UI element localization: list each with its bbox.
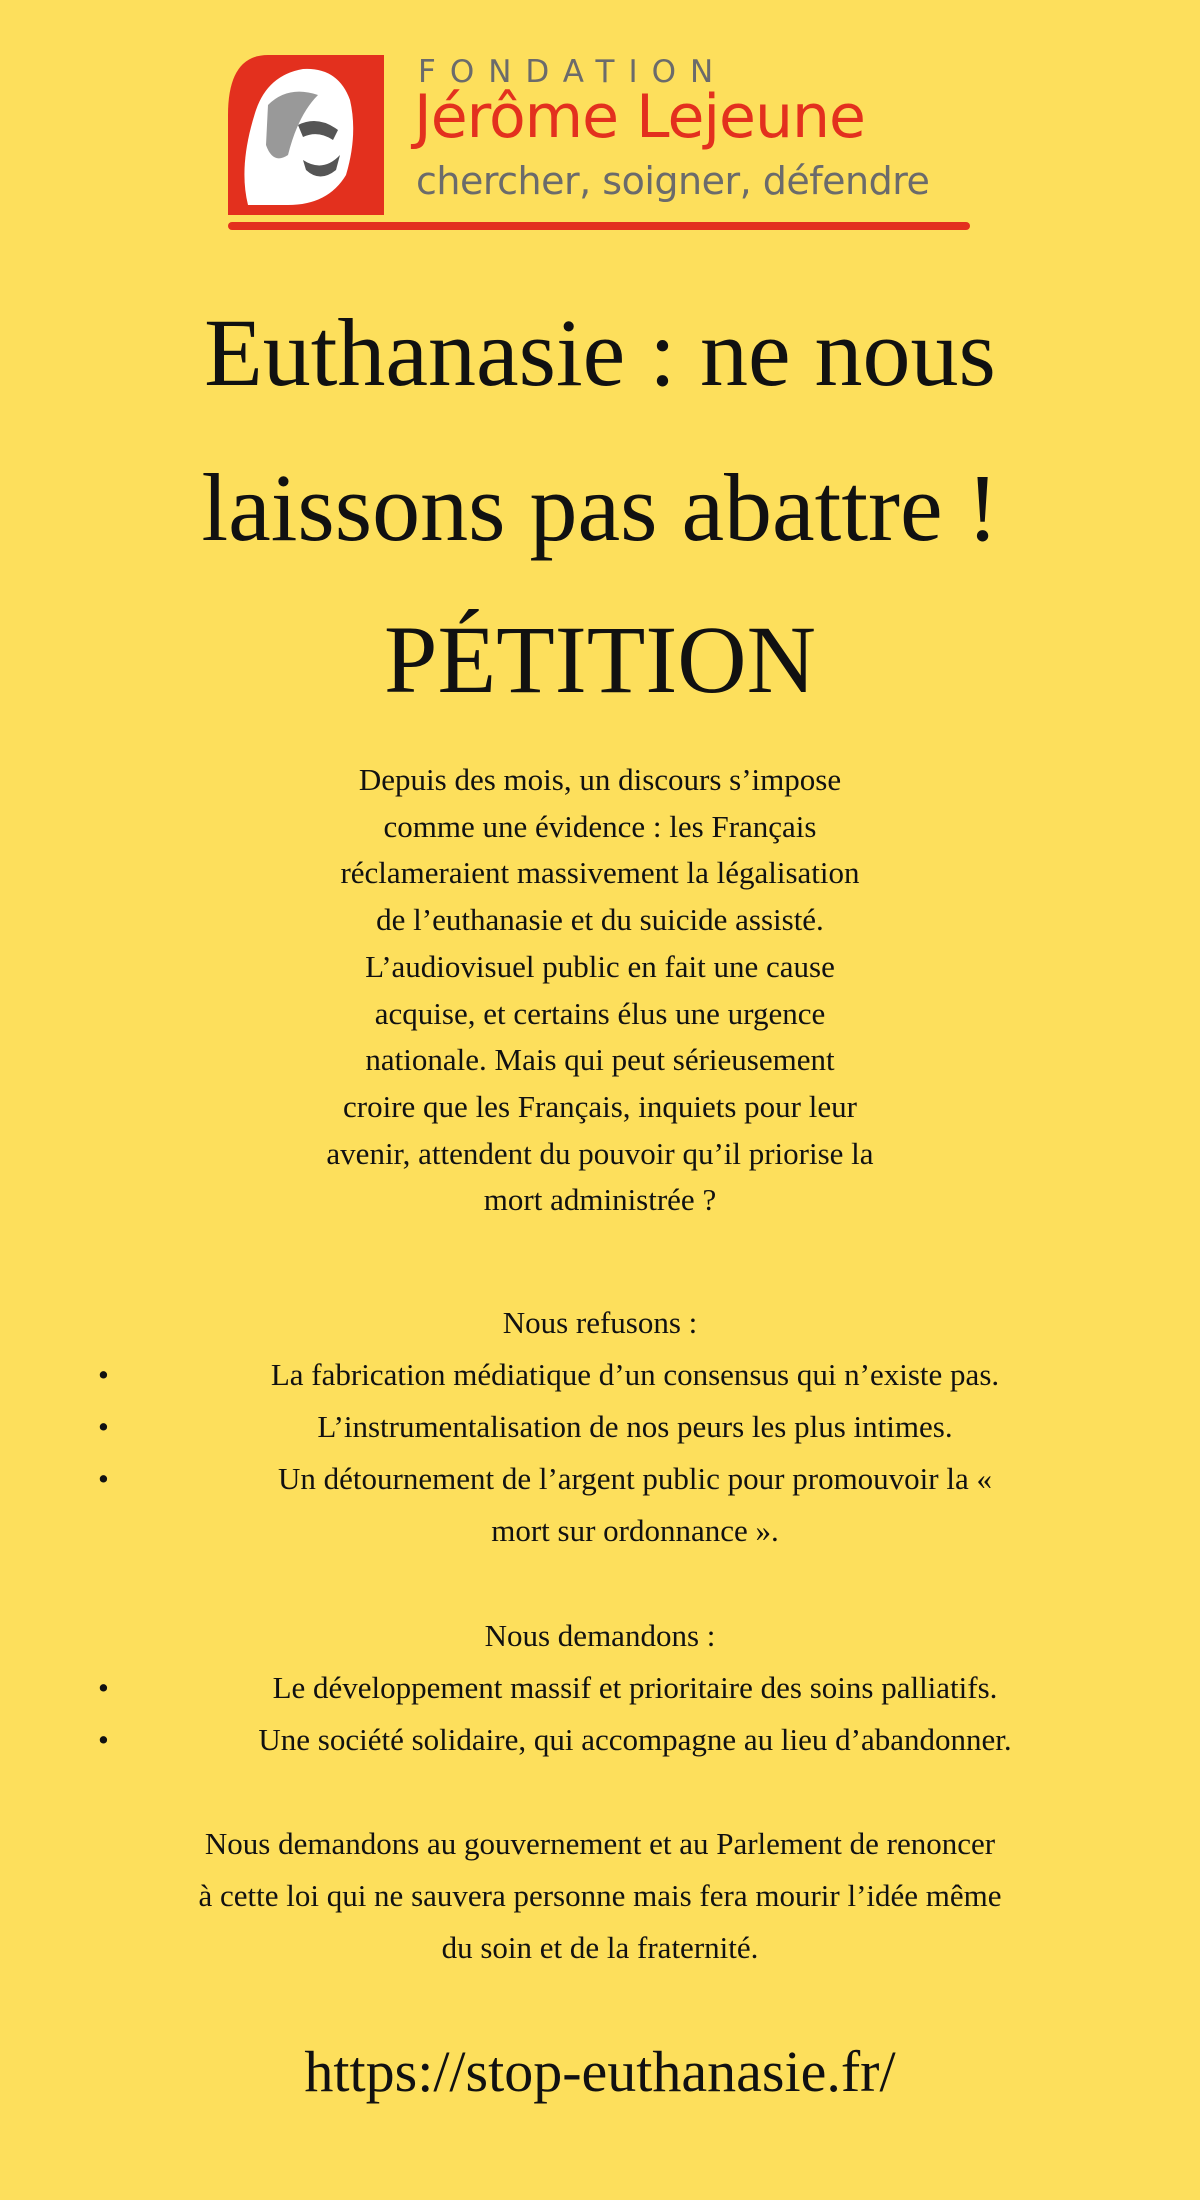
bullet-icon: • xyxy=(98,1409,109,1444)
intro-line: nationale. Mais qui peut sérieusement xyxy=(365,1042,835,1078)
logo-tagline: chercher, soigner, défendre xyxy=(416,159,930,203)
fondation-logo xyxy=(228,52,973,237)
conclusion-line: du soin et de la fraternité. xyxy=(441,1930,759,1965)
intro-line: L’audiovisuel public en fait une cause xyxy=(365,948,835,984)
intro-line: avenir, attendent du pouvoir qu’il priorise la xyxy=(326,1135,874,1171)
logo-fondation: FONDATION xyxy=(418,54,728,90)
intro-line: de l’euthanasie et du suicide assisté. xyxy=(376,902,824,938)
intro-paragraph xyxy=(0,757,1200,1224)
bullet-icon: • xyxy=(98,1357,109,1392)
intro-line: Depuis des mois, un discours s’impose xyxy=(358,762,842,797)
title-line-2: laissons pas abattre ! xyxy=(201,454,999,561)
bullet-icon: • xyxy=(98,1722,109,1757)
intro-line: mort administrée ? xyxy=(483,1182,717,1218)
demandons-heading: Nous demandons : xyxy=(484,1618,716,1653)
refusons-heading: Nous refusons : xyxy=(502,1305,698,1340)
petition-url-link[interactable]: https://stop-euthanasie.fr/ xyxy=(304,2039,896,2104)
portrait-logo-icon xyxy=(228,55,384,215)
intro-line: croire que les Français, inquiets pour leur xyxy=(343,1088,857,1124)
title-line-1: Euthanasie : ne nous xyxy=(204,299,996,406)
conclusion-paragraph xyxy=(0,1818,1200,1974)
title-petition: PÉTITION xyxy=(384,606,816,713)
conclusion-line: Nous demandons au gouvernement et au Parlement de renoncer xyxy=(204,1826,996,1861)
bullet-icon: • xyxy=(98,1461,109,1496)
conclusion-line: à cette loi qui ne sauvera personne mais fera mourir l’idée même xyxy=(198,1878,1002,1913)
intro-line: comme une évidence : les Français xyxy=(383,808,817,844)
intro-line: réclameraient massivement la légalisation xyxy=(340,855,860,891)
logo-name: Jérôme Lejeune xyxy=(414,82,865,152)
bullet-icon: • xyxy=(98,1670,109,1705)
logo-underline xyxy=(228,222,970,230)
intro-line: acquise, et certains élus une urgence xyxy=(374,995,826,1031)
